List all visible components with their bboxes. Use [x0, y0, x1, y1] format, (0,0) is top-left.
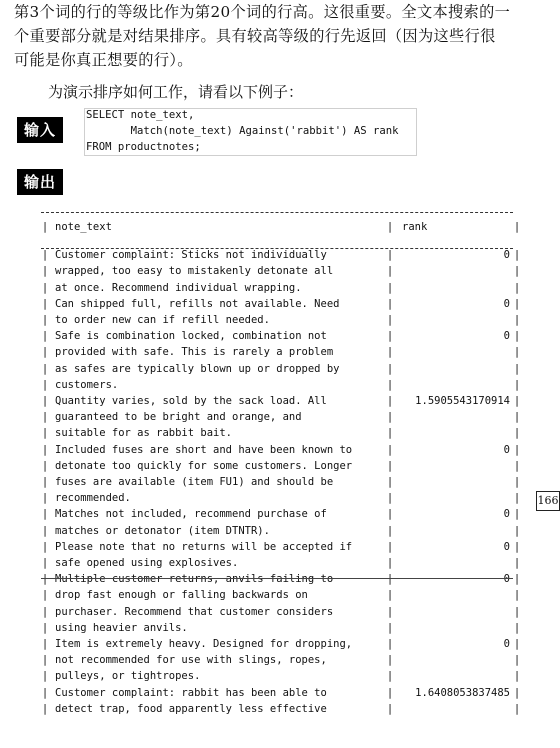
table-row	[41, 636, 521, 685]
column-divider: | |	[386, 297, 394, 327]
note-text-line: wrapped, too easy to mistakenly detonate all	[55, 265, 334, 278]
table-row	[41, 506, 521, 538]
note-text-line: to order new can if refill needed.	[55, 314, 270, 327]
column-divider: | |	[41, 686, 49, 715]
input-badge: 输入	[17, 117, 63, 143]
intro-paragraph	[14, 0, 526, 72]
note-text-line: Multiple customer returns, anvils failing to	[55, 573, 334, 586]
rank-cell: 0	[503, 540, 510, 553]
column-divider: | | | |	[386, 443, 394, 505]
note-text-line: Please note that no returns will be accepted if	[55, 540, 353, 553]
column-divider: | | |	[41, 249, 49, 294]
note-text-line: pulleys, or tightropes.	[55, 670, 201, 683]
column-divider: | |	[41, 508, 49, 537]
note-text-cell	[49, 506, 386, 538]
note-text-line: at once. Recommend individual wrapping.	[55, 281, 302, 294]
note-text-line: purchaser. Recommend that customer considers	[55, 605, 334, 618]
rank-cell: 0	[503, 330, 510, 343]
column-divider: | |	[513, 686, 521, 715]
result-table	[41, 205, 521, 717]
table-row	[41, 571, 521, 636]
column-divider: | |	[386, 508, 394, 537]
note-text-line: suitable for as rabbit bait.	[55, 427, 233, 440]
column-divider: | | |	[513, 249, 521, 294]
note-text-line: as safes are typically blown up or dropped by	[55, 362, 340, 375]
note-text-cell	[49, 442, 386, 507]
column-divider: | | |	[386, 638, 394, 683]
note-text-line: Customer complaint: rabbit has been able to	[55, 686, 327, 699]
column-divider: | | | |	[513, 443, 521, 505]
code-box	[84, 108, 417, 156]
table-row	[41, 442, 521, 507]
column-divider: | | | |	[513, 330, 521, 391]
note-text-line: Customer complaint: Sticks not individually	[55, 249, 327, 262]
column-divider: | | | |	[386, 573, 394, 634]
column-divider: | | |	[513, 638, 521, 683]
output-badge: 输出	[17, 169, 63, 195]
note-text-line: Matches not included, recommend purchase of	[55, 508, 327, 521]
table-row	[41, 328, 521, 393]
sql-code: SELECT note_text, Match(note_text) Against('rabbit') AS rank FROM productnotes;	[86, 109, 399, 153]
note-text-line: Can shipped full, refills not available. Need	[55, 297, 340, 310]
column-divider: | | |	[386, 249, 394, 294]
note-text-cell	[49, 636, 386, 685]
note-text-line: drop fast enough or falling backwards on	[55, 589, 308, 602]
column-divider: | | |	[41, 395, 49, 440]
note-text-line: Safe is combination locked, combination not	[55, 330, 327, 343]
column-divider: | | | |	[513, 573, 521, 634]
note-text-line: guaranteed to be bright and orange, and	[55, 411, 302, 424]
note-text-line: safe opened using explosives.	[55, 557, 239, 570]
note-text-line: fuses are available (item FU1) and should be	[55, 476, 334, 489]
note-text-cell	[49, 296, 386, 328]
note-text-line: not recommended for use with slings, ropes,	[55, 654, 327, 667]
rank-cell: 0	[503, 573, 510, 586]
note-text-line: detect trap, food apparently less effective	[55, 702, 327, 715]
page-number: 166	[536, 491, 560, 511]
table-row	[41, 393, 521, 442]
column-divider: | |	[513, 297, 521, 327]
table-row	[41, 685, 521, 717]
note-text-line: detonate too quickly for some customers. Longer	[55, 459, 353, 472]
note-text-cell	[49, 539, 386, 571]
note-text-line: provided with safe. This is rarely a problem	[55, 346, 334, 359]
intro-line: 个重要部分就是对结果排序。具有较高等级的行先返回（因为这些行很	[14, 27, 496, 45]
intro-line: 第3个词的行的等级比作为第20个词的行高。这很重要。全文本搜索的一	[14, 3, 511, 21]
column-divider: | | |	[513, 395, 521, 440]
column-header-note-text: note_text	[55, 221, 112, 233]
column-divider: | |	[386, 540, 394, 570]
column-divider: | | | |	[386, 330, 394, 391]
note-text-line: Quantity varies, sold by the sack load. All	[55, 395, 327, 408]
note-text-line: recommended.	[55, 492, 131, 505]
note-text-cell	[49, 328, 386, 393]
column-divider: | | |	[386, 395, 394, 440]
note-text-line: Item is extremely heavy. Designed for dropping,	[55, 638, 353, 651]
note-text-cell	[49, 247, 386, 296]
column-divider: | | | |	[41, 443, 49, 505]
table-row	[41, 247, 521, 296]
note-text-cell	[49, 571, 386, 636]
column-divider: | |	[386, 686, 394, 715]
example-lead: 为演示排序如何工作，请看以下例子：	[48, 83, 304, 101]
note-text-line: matches or detonator (item DTNTR).	[55, 524, 270, 537]
intro-line: 可能是你真正想要的行）。	[14, 51, 193, 69]
column-header-rank: rank	[402, 221, 428, 233]
table-header-row: | note_text | rank |	[41, 219, 513, 235]
table-row	[41, 539, 521, 571]
rank-cell: 0	[503, 443, 510, 456]
note-text-line: Included fuses are short and have been known to	[55, 443, 353, 456]
column-divider: | |	[41, 540, 49, 570]
rank-cell: 0	[503, 249, 510, 262]
column-divider: | |	[513, 540, 521, 570]
column-divider: | | |	[41, 638, 49, 683]
column-divider: | | | |	[41, 330, 49, 391]
rank-cell: 0	[503, 297, 510, 310]
column-divider: | |	[513, 508, 521, 537]
note-text-line: using heavier anvils.	[55, 621, 188, 634]
table-border-top	[41, 212, 513, 213]
rank-cell: 1.6408053837485	[415, 686, 510, 699]
column-divider: | | | |	[41, 573, 49, 634]
note-text-cell	[49, 393, 386, 442]
table-body	[41, 247, 521, 717]
rank-cell: 0	[503, 508, 510, 521]
rank-cell: 1.5905543170914	[415, 395, 510, 408]
note-text-cell	[49, 685, 386, 717]
rank-cell: 0	[503, 638, 510, 651]
table-row	[41, 296, 521, 328]
note-text-line: customers.	[55, 378, 119, 391]
column-divider: | |	[41, 297, 49, 327]
